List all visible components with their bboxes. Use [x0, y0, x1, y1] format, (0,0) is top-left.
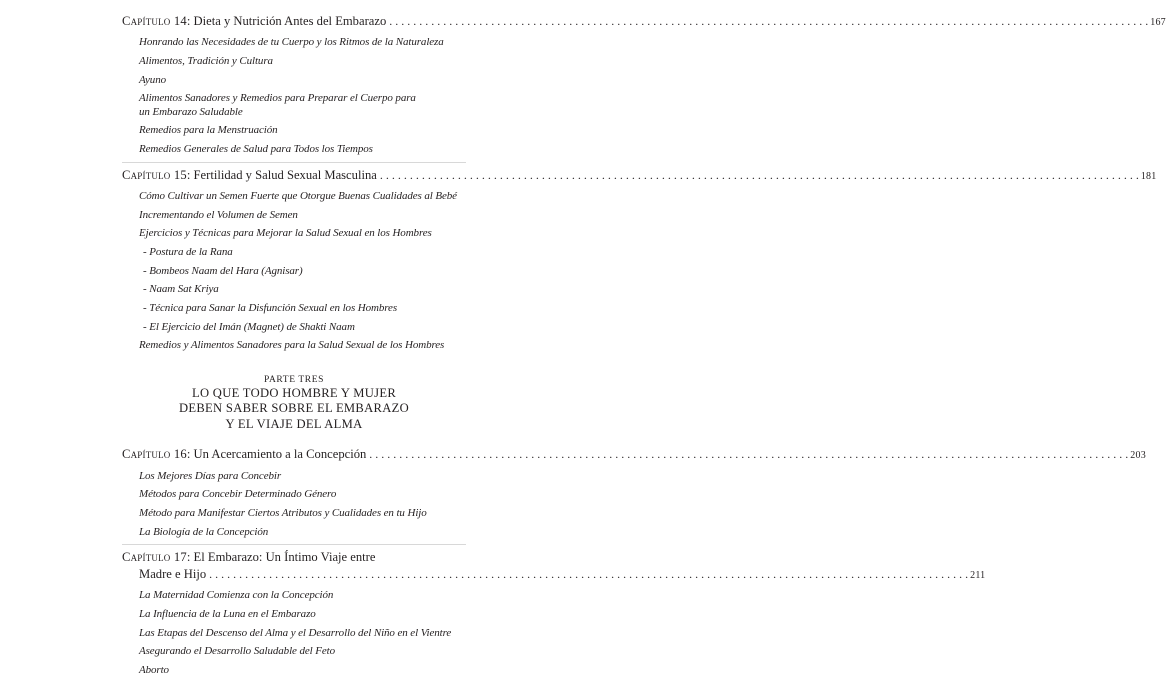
section-item[interactable]: Alimentos, Tradición y Cultura	[139, 54, 273, 67]
section-list	[122, 190, 466, 353]
section-item[interactable]: Las Etapas del Descenso del Alma y el Desarrollo del Niño en el Vientre	[139, 626, 452, 639]
divider	[122, 162, 466, 163]
part-label: PARTE TRES	[263, 374, 325, 385]
page-number: 211	[970, 570, 986, 582]
chapter-15	[122, 167, 1157, 353]
chapter-title: El Embarazo: Un Íntimo Viaje entre	[193, 550, 376, 565]
subsection-item[interactable]: - Técnica para Sanar la Disfunción Sexual en los Hombres	[122, 302, 466, 316]
subsection-item[interactable]: - Postura de la Rana	[122, 246, 466, 260]
section-item[interactable]: Ayuno	[139, 73, 166, 86]
section-item[interactable]: Aborto	[139, 664, 169, 676]
chapter-17	[122, 549, 986, 677]
section-item[interactable]: Método para Manifestar Ciertos Atributos y Cualidades en tu Hijo	[139, 506, 427, 519]
chapter-title: Fertilidad y Salud Sexual Masculina	[193, 167, 377, 182]
chapter-prefix: Capítulo 14:	[122, 14, 191, 28]
section-item[interactable]: Los Mejores Días para Concebir	[139, 469, 282, 482]
chapter-16	[122, 446, 1146, 539]
chapter-prefix: Capítulo 16:	[122, 447, 191, 462]
page-number: 203	[1130, 450, 1146, 462]
chapter-title: Dieta y Nutrición Antes del Embarazo	[193, 14, 387, 28]
dot-leader	[389, 13, 1148, 30]
section-item[interactable]: Ejercicios y Técnicas para Mejorar la Salud Sexual en los Hombres	[139, 227, 432, 240]
part-title-line: DEBEN SABER SOBRE EL EMBARAZO	[178, 401, 410, 416]
dot-leader	[369, 446, 1128, 463]
part-title-line: LO QUE TODO HOMBRE Y MUJER	[191, 385, 397, 400]
subsection-item[interactable]: - Naam Sat Kriya	[122, 283, 466, 297]
divider	[122, 544, 466, 545]
chapter-prefix: Capítulo 15:	[122, 167, 191, 182]
section-item-line: Alimentos Sanadores y Remedios para Preparar el Cuerpo para	[139, 92, 416, 105]
chapter-heading[interactable]	[122, 446, 1146, 464]
page-number: 167	[1150, 17, 1166, 28]
section-item[interactable]: Cómo Cultivar un Semen Fuerte que Otorgue Buenas Cualidades al Bebé	[139, 189, 457, 202]
section-item[interactable]	[122, 92, 466, 119]
chapter-heading-continued[interactable]	[122, 566, 986, 584]
section-item[interactable]: Asegurando el Desarrollo Saludable del Feto	[139, 645, 336, 658]
chapter-heading[interactable]	[122, 13, 1166, 31]
subsection-item[interactable]: - El Ejercicio del Imán (Magnet) de Shakti Naam	[122, 321, 466, 335]
section-item[interactable]: Métodos para Concebir Determinado Género	[139, 488, 337, 501]
chapter-title-continued: Madre e Hijo	[139, 567, 207, 582]
subsection-item[interactable]: - Bombeos Naam del Hara (Agnisar)	[122, 265, 466, 279]
chapter-14	[122, 13, 1166, 157]
chapter-title: Un Acercamiento a la Concepción	[193, 447, 367, 462]
section-list	[122, 36, 466, 156]
chapter-prefix: Capítulo 17:	[122, 550, 191, 565]
section-item[interactable]: Remedios para la Menstruación	[139, 124, 278, 137]
section-item[interactable]: La Maternidad Comienza con la Concepción	[139, 589, 334, 602]
section-item-line: un Embarazo Saludable	[139, 105, 243, 118]
section-item[interactable]: Remedios y Alimentos Sanadores para la Salud Sexual de los Hombres	[139, 339, 445, 352]
section-item[interactable]: La Biología de la Concepción	[139, 525, 269, 538]
section-item[interactable]: Remedios Generales de Salud para Todos los Tiempos	[139, 143, 373, 156]
part-heading	[122, 375, 466, 433]
dot-leader	[209, 566, 968, 583]
section-item[interactable]: Honrando las Necesidades de tu Cuerpo y los Ritmos de la Naturaleza	[139, 36, 444, 49]
chapter-heading[interactable]	[122, 549, 466, 566]
chapter-heading[interactable]	[122, 167, 1157, 185]
section-item[interactable]: La Influencia de la Luna en el Embarazo	[139, 607, 316, 620]
table-of-contents	[122, 13, 1166, 678]
dot-leader	[380, 167, 1139, 184]
page-number: 181	[1140, 170, 1157, 182]
section-list	[122, 589, 466, 677]
part-title-line: Y EL VIAJE DEL ALMA	[225, 416, 363, 431]
section-list	[122, 470, 466, 540]
section-item[interactable]: Incrementando el Volumen de Semen	[139, 208, 298, 221]
